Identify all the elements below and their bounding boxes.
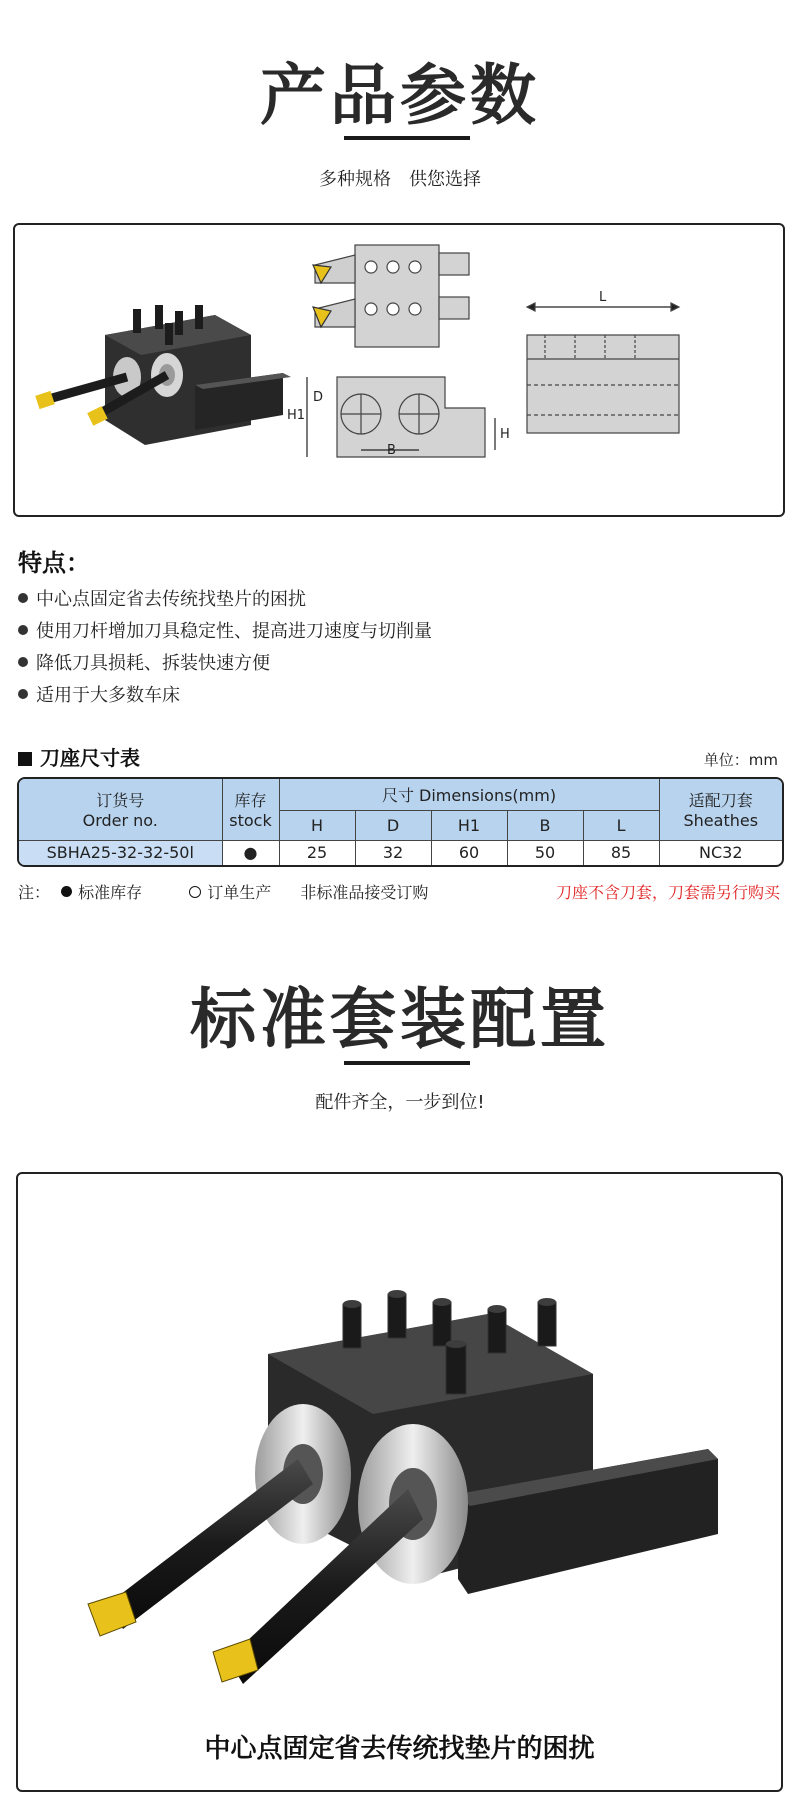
title-underline: [344, 1061, 470, 1065]
header-stock: 库存 stock: [222, 779, 279, 840]
feature-item: 降低刀具损耗、拆装快速方便: [18, 648, 432, 680]
section-subtitle-params: 多种规格 供您选择: [319, 169, 481, 190]
feature-item: 中心点固定省去传统找垫片的困扰: [18, 584, 432, 616]
technical-drawing: [15, 225, 783, 515]
unit-label: 单位：mm: [703, 751, 778, 769]
bullet-icon: [18, 657, 28, 667]
features-list: [18, 584, 432, 712]
front-view-drawing: [307, 377, 495, 457]
section-title-params: 产品参数: [260, 57, 540, 134]
header-col-b: B: [507, 810, 583, 840]
bullet-icon: [18, 625, 28, 635]
photo-caption: 中心点固定省去传统找垫片的困扰: [204, 1734, 595, 1764]
header-col-l: L: [583, 810, 659, 840]
section-title-kit: 标准套装配置: [190, 981, 610, 1058]
cell-h: 25: [279, 840, 355, 865]
hollow-circle-icon: [189, 886, 201, 898]
product-render-small: [35, 305, 291, 445]
header-dimensions: 尺寸 Dimensions(mm): [279, 779, 659, 810]
size-table: [17, 777, 784, 867]
cell-sheath: NC32: [659, 840, 782, 865]
product-photo: [18, 1174, 781, 1714]
cell-l: 85: [583, 840, 659, 865]
header-order: 订货号 Order no.: [19, 779, 222, 840]
dim-label-d: D: [313, 390, 324, 405]
cell-stock: ●: [222, 840, 279, 865]
features-title: 特点：: [18, 549, 90, 577]
product-photo-frame: [16, 1172, 783, 1792]
side-view-drawing: [527, 303, 679, 433]
table-row: [19, 840, 782, 865]
cell-order: SBHA25-32-32-50l: [19, 840, 222, 865]
size-table-title: 刀座尺寸表: [18, 742, 140, 771]
bullet-icon: [18, 593, 28, 603]
feature-item: 适用于大多数车床: [18, 680, 432, 712]
sheath-warning: 刀座不含刀套，刀套需另行购买: [555, 883, 780, 902]
bullet-icon: [18, 689, 28, 699]
table-note: 注： 标准库存 订单生产 非标准品接受订购: [18, 883, 429, 902]
filled-circle-icon: [61, 886, 72, 897]
header-col-d: D: [355, 810, 431, 840]
dim-label-b: B: [387, 443, 396, 458]
cell-h1: 60: [431, 840, 507, 865]
dim-label-h: H: [500, 427, 510, 442]
top-view-drawing: [313, 245, 469, 347]
product-diagram-frame: [13, 223, 785, 517]
header-sheathes: 适配刀套 Sheathes: [659, 779, 782, 840]
feature-item: 使用刀杆增加刀具稳定性、提高进刀速度与切削量: [18, 616, 432, 648]
square-icon: [18, 752, 32, 766]
section-subtitle-kit: 配件齐全，一步到位!: [315, 1092, 485, 1113]
cell-b: 50: [507, 840, 583, 865]
dim-label-h1: H1: [287, 408, 306, 423]
header-col-h1: H1: [431, 810, 507, 840]
dim-label-l: L: [599, 290, 607, 305]
title-underline: [344, 136, 470, 140]
cell-d: 32: [355, 840, 431, 865]
header-col-h: H: [279, 810, 355, 840]
